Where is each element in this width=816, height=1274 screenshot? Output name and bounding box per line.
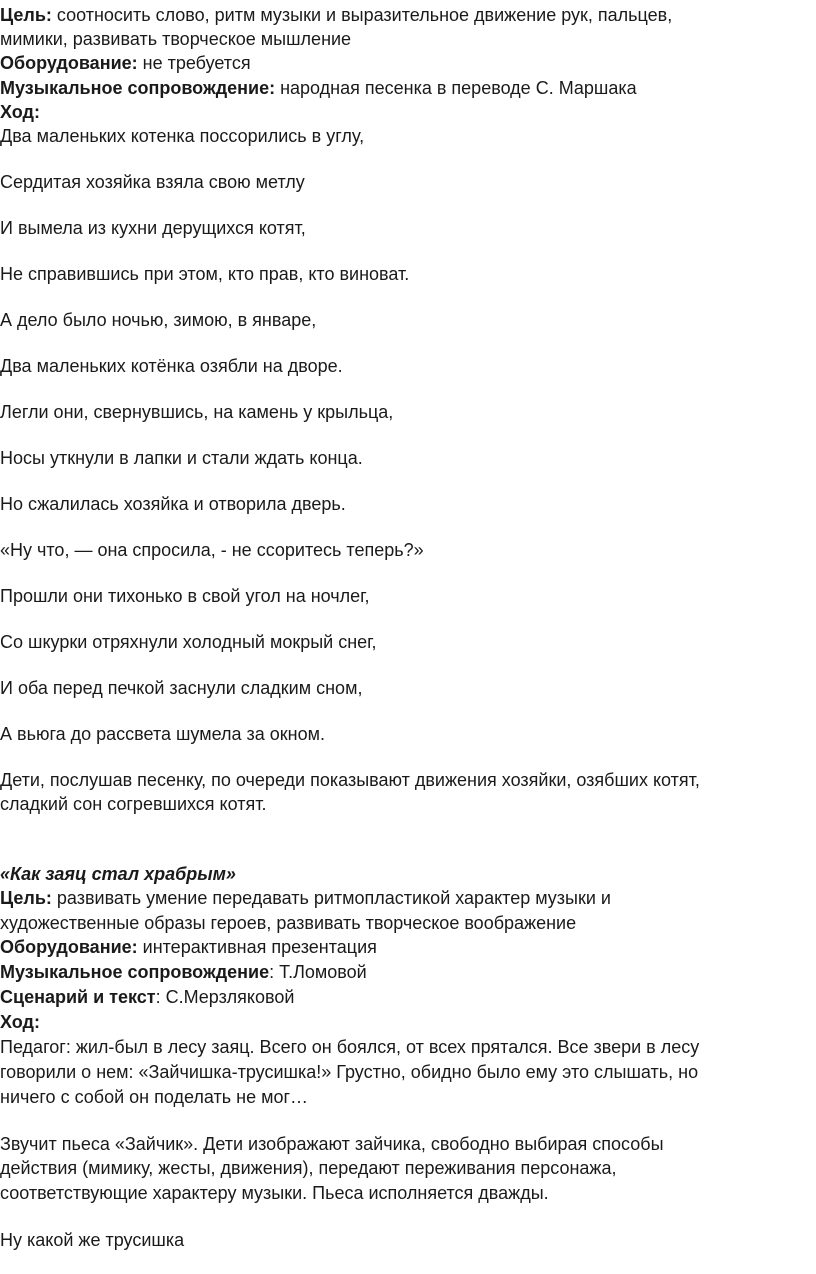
equipment-value: не требуется (137, 53, 251, 73)
equipment-value: интерактивная презентация (137, 937, 377, 957)
poem-line: «Ну что, — она спросила, - не ссоритесь теперь?» (0, 540, 424, 560)
poem-line: Легли они, свернувшись, на камень у крыльца, (0, 402, 394, 422)
equipment-line (0, 51, 251, 75)
goal-line-1 (0, 886, 611, 910)
course-label: Ход: (0, 1012, 40, 1032)
goal-text: соотносить слово, ритм музыки и выразительное движение рук, пальцев, (51, 5, 673, 25)
goal-line-1 (0, 3, 672, 27)
goal-line-2: художественные образы героев, развивать творческое воображение (0, 913, 577, 933)
music-value: : Т.Ломовой (269, 962, 367, 982)
section-title: «Как заяц стал храбрым» (0, 864, 236, 884)
music-label: Музыкальное сопровождение (0, 962, 270, 982)
goal-line-2: мимики, развивать творческое мышление (0, 29, 352, 49)
script-label: Сценарий и текст (0, 987, 156, 1007)
script-value: : С.Мерзляковой (155, 987, 295, 1007)
paragraph-line: действия (мимику, жесты, движения), передают переживания персонажа, (0, 1158, 617, 1178)
paragraph-line: Педагог: жил-был в лесу заяц. Всего он боялся, от всех прятался. Все звери в лесу (0, 1037, 700, 1057)
goal-text: развивать умение передавать ритмопластикой характер музыки и (51, 888, 611, 908)
poem-line: И оба перед печкой заснули сладким сном, (0, 678, 363, 698)
music-line (0, 76, 637, 100)
poem-line: А дело было ночью, зимою, в январе, (0, 310, 317, 330)
poem-line: А вьюга до рассвета шумела за окном. (0, 724, 326, 744)
paragraph-line: Звучит пьеса «Зайчик». Дети изображают зайчика, свободно выбирая способы (0, 1134, 664, 1154)
paragraph-line: Ну какой же трусишка (0, 1230, 185, 1250)
poem-line: Носы уткнули в лапки и стали ждать конца. (0, 448, 363, 468)
poem-line: Два маленьких котёнка озябли на дворе. (0, 356, 343, 376)
course-label: Ход: (0, 102, 40, 122)
equipment-line (0, 935, 377, 959)
paragraph-line: говорили о нем: «Зайчишка-трусишка!» Грустно, обидно было ему это слышать, но (0, 1062, 699, 1082)
paragraph-line: ничего с собой он поделать не мог… (0, 1087, 309, 1107)
goal-label: Цель: (0, 5, 52, 25)
music-label: Музыкальное сопровождение: (0, 78, 276, 98)
script-line (0, 985, 294, 1009)
music-value: народная песенка в переводе С. Маршака (275, 78, 637, 98)
equipment-label: Оборудование: (0, 53, 138, 73)
poem-line: Сердитая хозяйка взяла свою метлу (0, 172, 305, 192)
poem-line: Но сжалилась хозяйка и отворила дверь. (0, 494, 346, 514)
paragraph-line: соответствующие характеру музыки. Пьеса исполняется дважды. (0, 1183, 549, 1203)
poem-line: Два маленьких котенка поссорились в углу, (0, 126, 365, 146)
poem-line: И вымела из кухни дерущихся котят, (0, 218, 306, 238)
equipment-label: Оборудование: (0, 937, 138, 957)
poem-line: Не справившись при этом, кто прав, кто виноват. (0, 264, 410, 284)
music-line (0, 960, 367, 984)
closing-line-2: сладкий сон согревшихся котят. (0, 794, 267, 814)
closing-line-1: Дети, послушав песенку, по очереди показывают движения хозяйки, озябших котят, (0, 770, 700, 790)
goal-label: Цель: (0, 888, 52, 908)
poem-line: Со шкурки отряхнули холодный мокрый снег, (0, 632, 377, 652)
poem-line: Прошли они тихонько в свой угол на ночлег, (0, 586, 370, 606)
